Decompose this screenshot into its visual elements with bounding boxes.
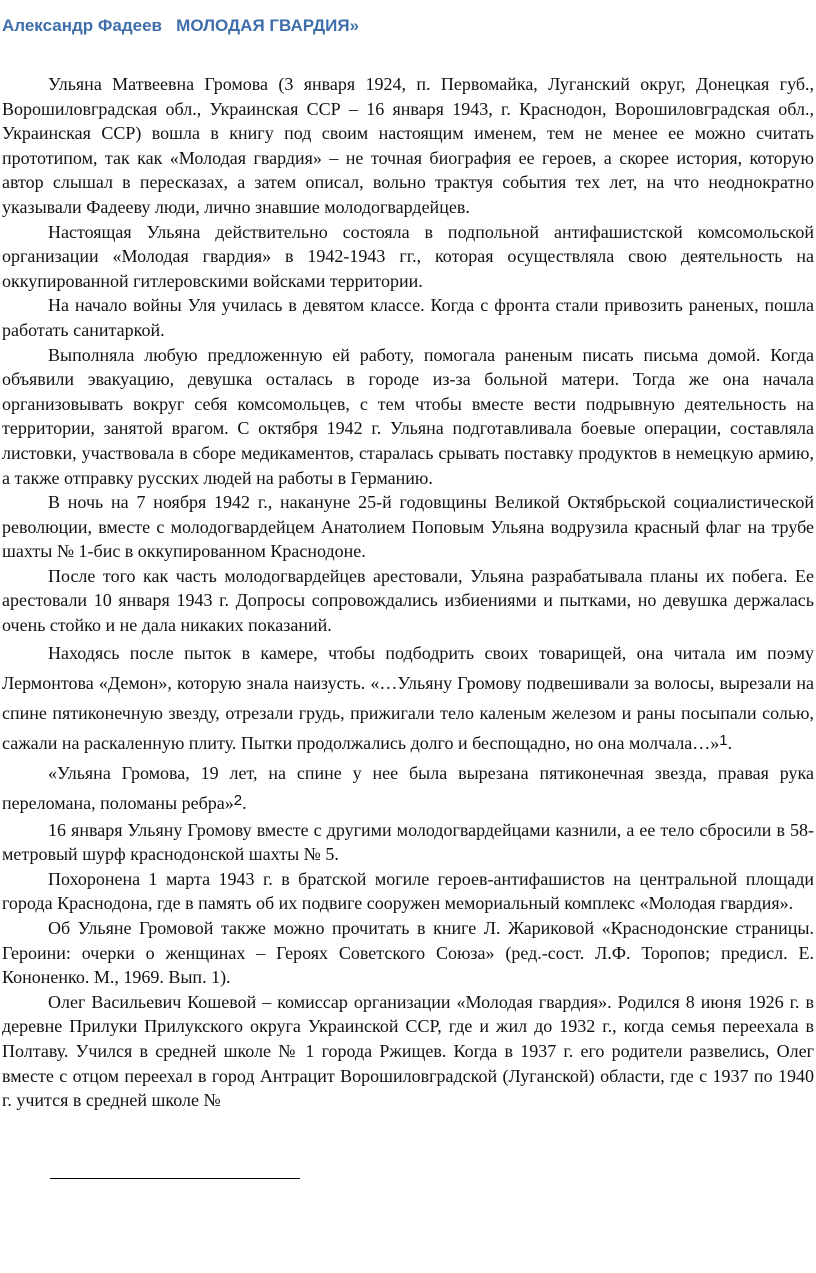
- paragraph: Выполняла любую предложенную ей работу, помогала раненым писать письма домой. Когда объявили эвакуацию, девушка осталась в городе из-за больной матери. Тогда же она начала организовывать вокруг себя комсомольцев, с тем чтобы вместе вести подрывную деятельность на территории, занятой врагом. С октября 1942 г. Ульяна подготавливала боевые операции, составляла листовки, участвовала в сборе медикаментов, старалась срывать поставку продуктов в немецкую армию, а также отправку русских людей на работы в Германию.: [2, 344, 814, 488]
- paragraph-quote-record: [2, 758, 814, 818]
- footnote-separator: [50, 1178, 300, 1179]
- paragraph: В ночь на 7 ноября 1942 г., накануне 25-й годовщины Великой Октябрьской социалистической революции, вместе с молодогвардейцем Анатолием Поповым Ульяна водрузила красный флаг на трубе шахты № 1-бис в оккупированном Краснодоне.: [2, 492, 814, 562]
- paragraph: Олег Васильевич Кошевой – комиссар организации «Молодая гвардия». Родился 8 июня 1926 г. в деревне Прилуки Прилукского округа Украинской ССР, где и жил до 1932 г., когда семья переехала в Полтаву. Учился в средней школе № 1 города Ржищев. Когда в 1937 г. его родители развелись, Олег вместе с отцом переехал в город Антрацит Ворошиловградской (Луганской) области, где с 1937 по 1940 г. учится в средней школе №: [2, 991, 814, 1111]
- quote-text: Находясь после пыток в камере, чтобы подбодрить своих товарищей, она читала им поэму Лермонтова «Демон», которую знала наизусть. «…Ульяну Громову подвешивали за волосы, вырезали на спине пятиконечную звезду, отрезали грудь, прижигали тело каленым железом и раны посыпали солью, сажали на раскаленную плиту. Пытки продолжались долго и беспощадно, но она молчала…»: [2, 642, 814, 753]
- book-title: МОЛОДАЯ ГВАРДИЯ»: [176, 16, 360, 35]
- footnote-reference[interactable]: 2: [233, 791, 243, 809]
- paragraph: 16 января Ульяну Громову вместе с другими молодогвардейцами казнили, а ее тело сбросили в 58-метровый шурф краснодонской шахты № 5.: [2, 819, 814, 865]
- paragraph: Настоящая Ульяна действительно состояла в подпольной антифашистской комсомольской организации «Молодая гвардия» в 1942-1943 гг., которая осуществляла свою деятельность на оккупированной гитлеровскими войсками территории.: [2, 221, 814, 291]
- paragraph-quote-demon: [2, 638, 814, 758]
- paragraph: На начало войны Уля училась в девятом классе. Когда с фронта стали привозить раненых, пошла работать санитаркой.: [2, 295, 814, 340]
- author-name: Александр Фадеев: [2, 16, 162, 35]
- paragraph: Похоронена 1 марта 1943 г. в братской могиле героев-антифашистов на центральной площади города Краснодона, где в память об их подвиге сооружен мемориальный комплекс «Молодая гвардия».: [2, 868, 814, 914]
- document-body: [2, 72, 814, 1113]
- document-heading: [2, 14, 814, 38]
- paragraph: Об Ульяне Громовой также можно прочитать в книге Л. Жариковой «Краснодонские страницы. Героини: очерки о женщинах – Героях Советского Союза» (ред.-сост. Л.Ф. Торопов; предисл. Е. Кононенко. М., 1969. Вып. 1).: [2, 918, 814, 988]
- quote-tail: .: [727, 732, 733, 753]
- quote-text: «Ульяна Громова, 19 лет, на спине у нее была вырезана пятиконечная звезда, правая рука переломана, поломаны ребра»: [2, 762, 814, 813]
- quote-tail: .: [242, 792, 247, 813]
- footnote-reference[interactable]: 1: [719, 731, 728, 749]
- paragraph: Ульяна Матвеевна Громова (3 января 1924, п. Первомайка, Луганский округ, Донецкая губ., Ворошиловградская обл., Украинская ССР – 16 января 1943, г. Краснодон, Ворошиловградская обл., Украинская ССР) вошла в книгу под своим настоящим именем, тем не менее ее можно считать прототипом, так как «Молодая гвардия» – не точная биография ее героев, а скорее история, которую автор слышал в пересказах, а затем описал, вольно трактуя события тех лет, на что неоднократно указывали Фадееву люди, лично знавшие молодогвардейцев.: [2, 74, 814, 217]
- paragraph: После того как часть молодогвардейцев арестовали, Ульяна разрабатывала планы их побега. Ее арестовали 10 января 1943 г. Допросы сопровождались избиениями и пытками, но девушка держалась очень стойко и не дала никаких показаний.: [2, 565, 814, 636]
